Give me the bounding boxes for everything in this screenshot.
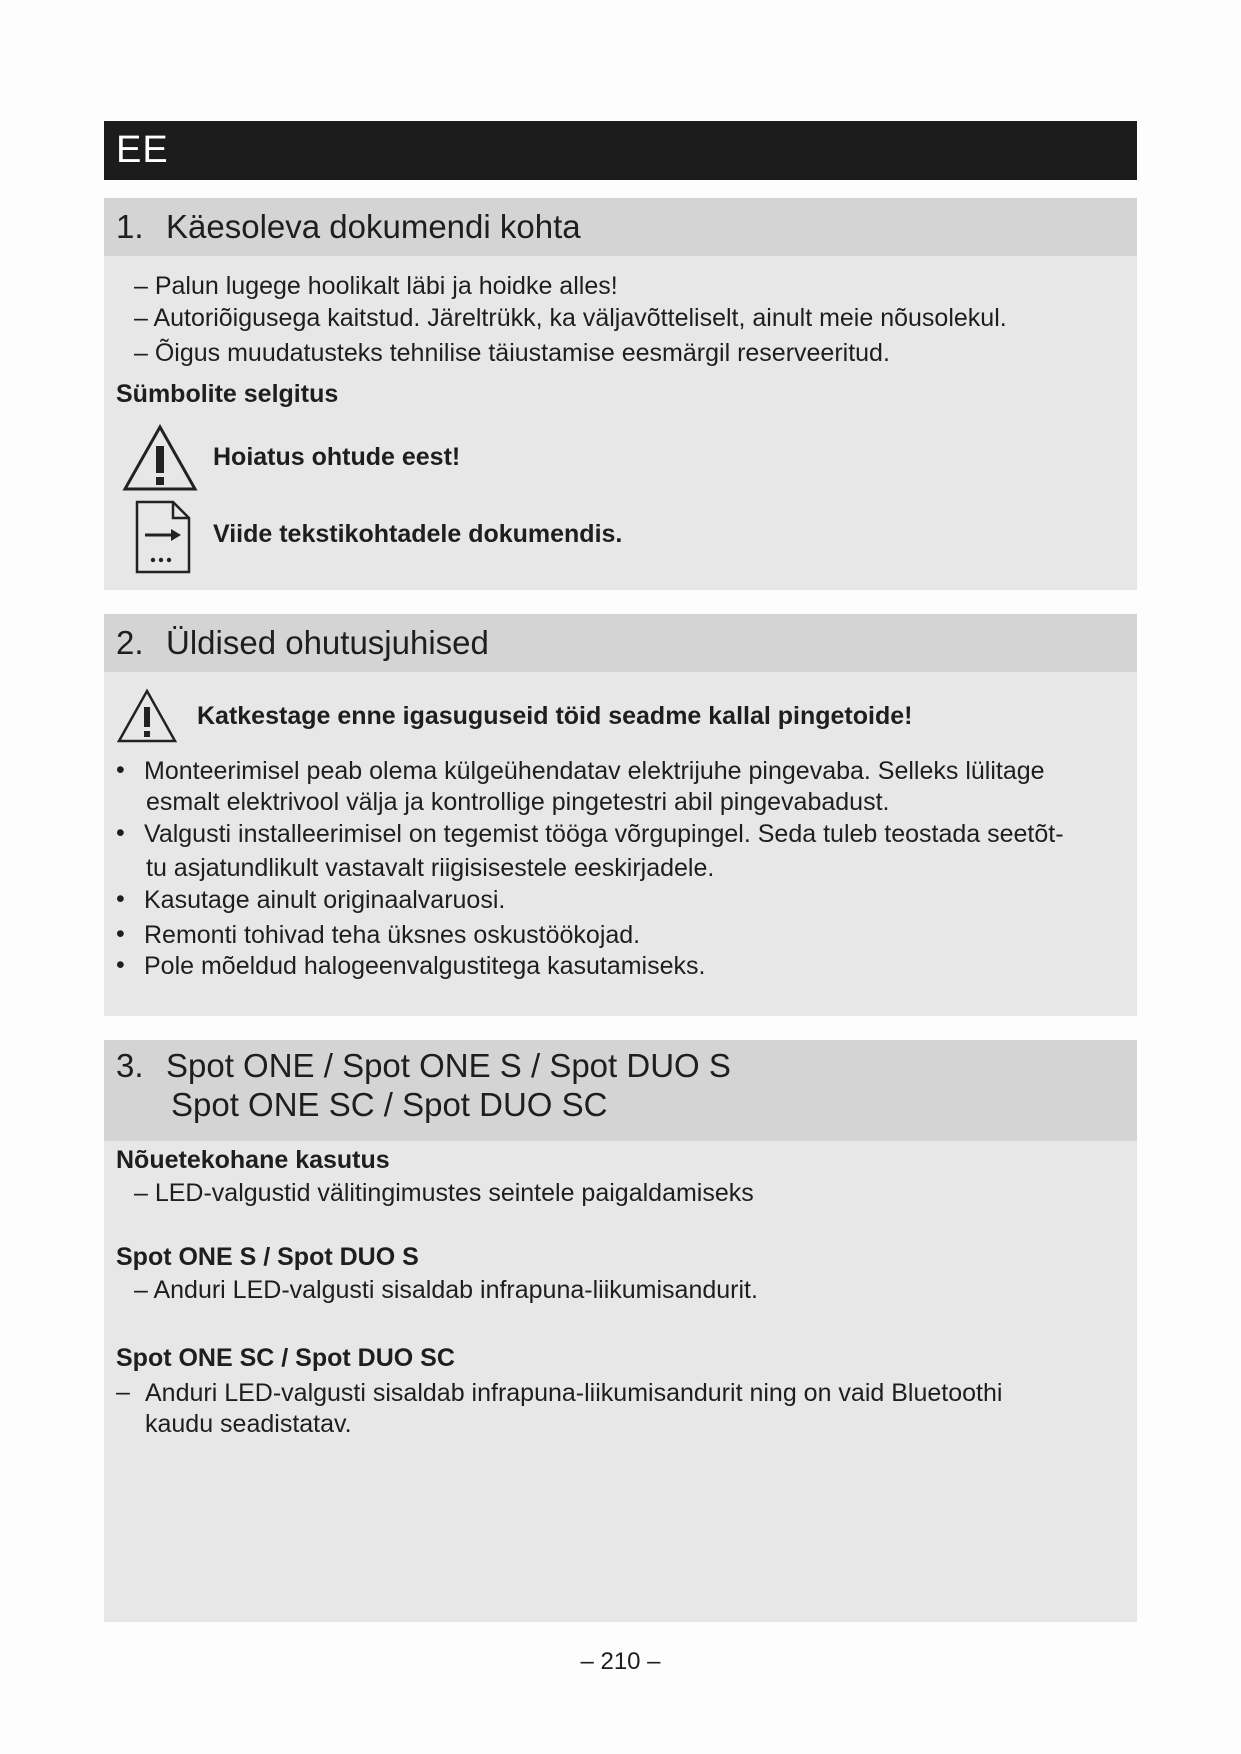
bullet-dot: •: [116, 885, 125, 913]
section-document-info: [104, 198, 1137, 590]
bullet-dot: •: [116, 819, 125, 847]
language-header: [104, 121, 1137, 180]
section-3-heading: [104, 1040, 1137, 1141]
usage-text: – LED-valgustid välitingimustes seintele paigaldamiseks: [134, 1179, 754, 1207]
bullet-dot: •: [116, 951, 125, 979]
section-3-number: 3.: [116, 1047, 144, 1084]
bullet-dot: •: [116, 920, 125, 948]
page-number: – 210 –: [580, 1648, 661, 1675]
document-reference-icon: [135, 500, 191, 574]
language-code: EE: [116, 129, 169, 171]
usage-heading: Nõuetekohane kasutus: [116, 1146, 390, 1174]
list-item: [144, 756, 1124, 818]
symbol-warning-label: Hoiatus ohtude eest!: [213, 443, 461, 471]
section-2-title: Üldised ohutusjuhised: [166, 624, 489, 661]
bullet-line: Valgusti installeerimisel on tegemist tööga võrgupingel. Seda tuleb teostada seetõt-: [144, 820, 1064, 848]
text-line: Anduri LED-valgusti sisaldab infrapuna-liikumisandurit ning on vaid Bluetoothi: [145, 1379, 1003, 1407]
subsection-heading: Spot ONE SC / Spot DUO SC: [116, 1344, 455, 1372]
subsection-text: – Anduri LED-valgusti sisaldab infrapuna-liikumisandurit.: [134, 1276, 758, 1304]
bullet-line: tu asjatundlikult vastavalt riigisisestele eeskirjadele.: [146, 854, 715, 882]
section-products: [104, 1040, 1137, 1622]
bullet-dot: •: [116, 756, 125, 784]
list-item: Remonti tohivad teha üksnes oskustöökojad.: [144, 921, 641, 949]
list-item: – Palun lugege hoolikalt läbi ja hoidke alles!: [134, 272, 618, 300]
subsection-text: [145, 1378, 1002, 1440]
symbol-reference-label: Viide tekstikohtadele dokumendis.: [213, 520, 623, 548]
dash-marker: –: [116, 1378, 130, 1406]
list-item: – Õigus muudatusteks tehnilise täiustamise eesmärgil reserveeritud.: [134, 339, 890, 367]
text-line: kaudu seadistatav.: [145, 1410, 352, 1438]
section-3-title-line1: Spot ONE / Spot ONE S / Spot DUO S: [166, 1047, 731, 1084]
section-safety: [104, 614, 1137, 1016]
list-item: Pole mõeldud halogeenvalgustitega kasutamiseks.: [144, 952, 706, 980]
section-1-number: 1.: [116, 208, 144, 245]
section-2-number: 2.: [116, 624, 144, 661]
symbols-heading: Sümbolite selgitus: [116, 380, 339, 408]
safety-warning-text: Katkestage enne igasuguseid töid seadme kallal pingetoide!: [197, 702, 913, 730]
subsection-heading: Spot ONE S / Spot DUO S: [116, 1243, 419, 1271]
section-3-title-line2: Spot ONE SC / Spot DUO SC: [171, 1086, 608, 1123]
warning-triangle-icon: [122, 424, 198, 492]
bullet-line: Monteerimisel peab olema külgeühendatav elektrijuhe pingevaba. Selleks lülitage: [144, 757, 1045, 785]
section-1-title: Käesoleva dokumendi kohta: [166, 208, 581, 245]
list-item: [144, 819, 1124, 884]
section-1-heading: [104, 198, 1137, 256]
warning-triangle-icon: [116, 688, 178, 744]
list-item: – Autoriõigusega kaitstud. Järeltrükk, ka väljavõtteliselt, ainult meie nõusolekul.: [134, 304, 1007, 332]
bullet-line: esmalt elektrivool välja ja kontrollige pingetestri abil pingevabadust.: [146, 788, 890, 816]
list-item: Kasutage ainult originaalvaruosi.: [144, 886, 506, 914]
section-2-heading: [104, 614, 1137, 672]
